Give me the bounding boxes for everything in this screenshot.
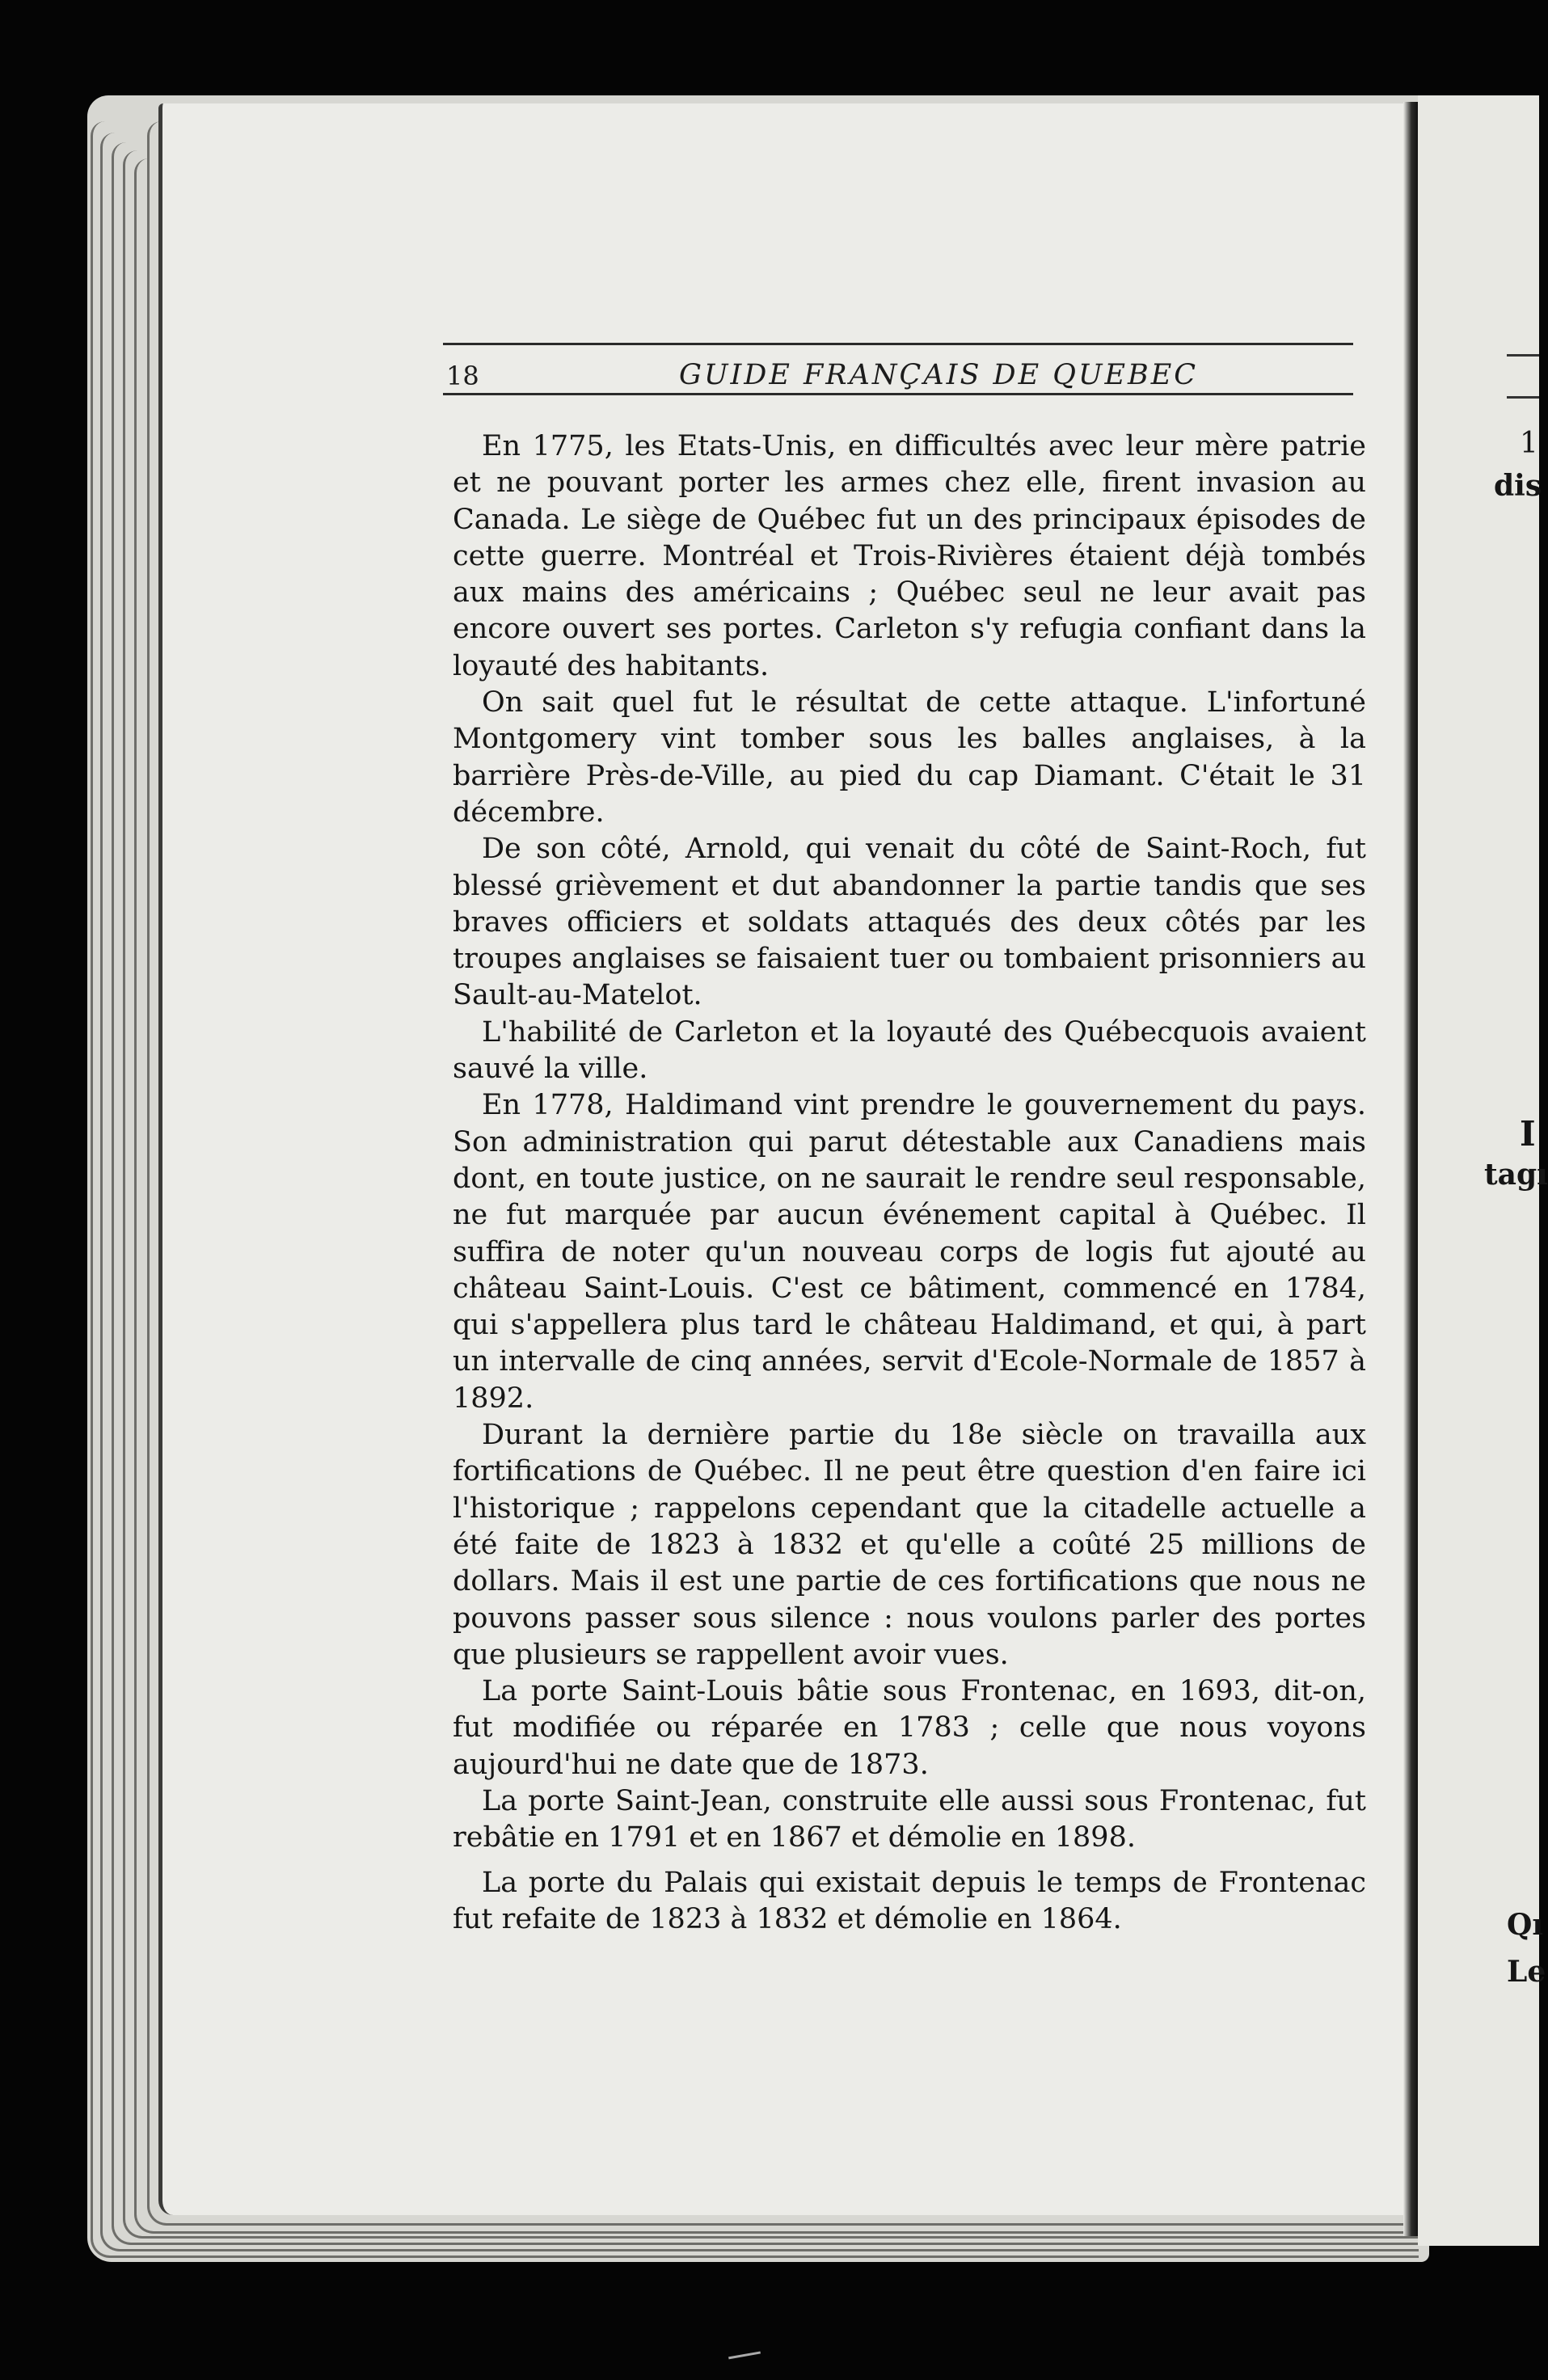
scan-mark xyxy=(727,2342,761,2360)
header-rule-bottom xyxy=(443,393,1353,395)
page-number: 18 xyxy=(446,361,479,391)
facing-page-fragment: Qı xyxy=(1507,1908,1544,1942)
facing-page-fragment: 1 xyxy=(1520,427,1538,460)
paragraph: Durant la dernière partie du 18e siècle on travailla aux fortifications de Québec. Il ne peut être question d'en faire ici l'historique ; rappelons cependant que la citadelle actuelle a été faite de 1823 à 1832 et qu'elle a coûté 25 millions de dollars. Mais il est une partie de ces fortifications que nous ne pouvons passer sous silence : nous voulons parler des portes que plusieurs se rappellent avoir vues. xyxy=(453,1419,1366,1671)
facing-page-fragment: I xyxy=(1520,1114,1536,1154)
paragraph: La porte Saint-Jean, construite elle aussi sous Frontenac, fut rebâtie en 1791 et en 1867 et démolie en 1898. xyxy=(453,1784,1366,1855)
book-gutter xyxy=(1403,102,1418,2236)
paragraph: On sait quel fut le résultat de cette attaque. L'infortuné Montgomery vint tomber sous les balles anglaises, à la barrière Près-de-Ville, au pied du cap Diamant. C'était le 31 décembre. xyxy=(453,686,1366,829)
paragraph: L'habilité de Carleton et la loyauté des Québecquois avaient sauvé la ville. xyxy=(453,1015,1366,1086)
facing-page-rule xyxy=(1507,396,1539,399)
running-title: GUIDE FRANÇAIS DE QUEBEC xyxy=(679,359,1199,391)
facing-page-rule xyxy=(1507,354,1539,357)
paragraph: La porte Saint-Louis bâtie sous Frontenac, en 1693, dit-on, fut modifiée ou réparée en 1783 ; celle que nous voyons aujourd'hui ne date que de 1873. xyxy=(453,1675,1366,1781)
paragraph: En 1778, Haldimand vint prendre le gouvernement du pays. Son administration qui parut détestable aux Canadiens mais dont, en toute justice, on ne saurait le rendre seul responsable, ne fut marquée par aucun événement capital à Québec. Il suffira de noter qu'un nouveau corps de logis fut ajouté au château Saint-Louis. C'est ce bâtiment, commencé en 1784, qui s'appellera plus tard le château Haldimand, et qui, à part un intervalle de cinq années, servit d'Ecole-Normale de 1857 à 1892. xyxy=(453,1089,1366,1415)
paragraph: La porte du Palais qui existait depuis le temps de Frontenac fut refaite de 1823 à 1832 et démolie en 1864. xyxy=(453,1866,1366,1935)
paragraph: En 1775, les Etats-Unis, en difficultés avec leur mère patrie et ne pouvant porter les armes chez elle, firent invasion au Canada. Le siège de Québec fut un des principaux épisodes de cette guerre. Montréal et Trois-Rivières étaient déjà tombés aux mains des américains ; Québec seul ne leur avait pas encore ouvert ses portes. Carleton s'y refugia confiant dans la loyauté des habitants. xyxy=(453,430,1366,682)
facing-page-fragment: dis xyxy=(1494,469,1542,503)
facing-page-fragment: tagı xyxy=(1484,1158,1548,1192)
paragraph: De son côté, Arnold, qui venait du côté de Saint-Roch, fut blessé grièvement et dut abandonner la partie tandis que ses braves officiers et soldats attaqués des deux côtés par les troupes anglaises se faisaient tuer ou tombaient prisonniers au Sault-au-Matelot. xyxy=(453,833,1366,1012)
facing-page-fragment: Le xyxy=(1507,1955,1546,1989)
body-text xyxy=(453,428,1366,1938)
header-rule-top xyxy=(443,343,1353,345)
